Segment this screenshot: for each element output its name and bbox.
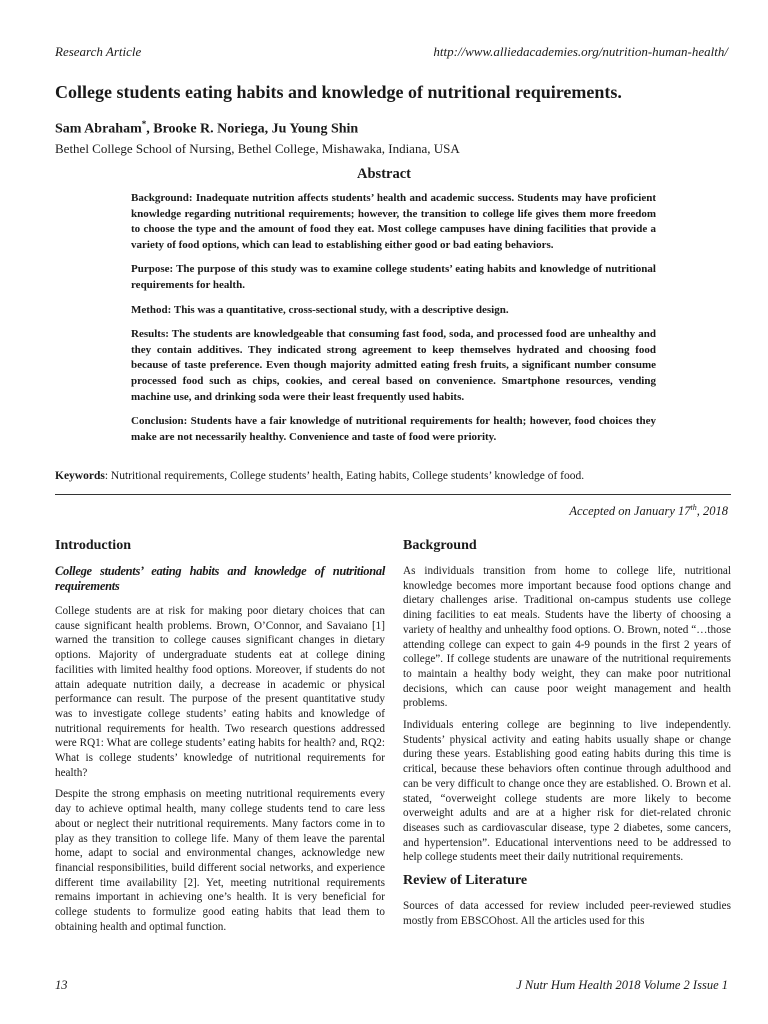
accepted-date-ordinal: th — [690, 503, 697, 512]
abstract-results: Results: The students are knowledgeable that consuming fast food, soda, and processed food are unhealthy and they contain additives. They indicated strong agreement to keep themselves hydrated and choosing food because of taste preference. Even though majority admitted eating fresh fruits, a significant number consume processed food such as chips, cookies, and cereal based on convenience. Smartphone resources, vending machine use, and drinking soda were their least frequently used habits. — [131, 328, 656, 403]
accepted-date-year: , 2018 — [696, 504, 728, 519]
introduction-subheading: College students’ eating habits and knowledge of nutritional requirements — [55, 564, 385, 593]
keywords-text: : Nutritional requirements, College students’ health, Eating habits, College students’ knowledge of food. — [104, 470, 585, 482]
page-number: 13 — [55, 978, 68, 992]
introduction-heading: Introduction — [55, 538, 131, 553]
background-heading: Background — [403, 538, 477, 553]
abstract-conclusion: Conclusion: Students have a fair knowledge of nutritional requirements for health; however, food choices they make are not necessarily healthy. Convenience and taste of food were priority. — [131, 415, 656, 443]
background-paragraph-1: As individuals transition from home to college life, nutritional knowledge becomes more important because food options change and dietary challenges arise. Traditional on-campus students use college dining facilities to eat meals. Students have the liberty of choosing a variety of healthy and unhealthy food options. O. Brown, noted “…those attending college can expect to gain 4-9 pounds in the first 2 years of college”. If college students are unaware of the nutritional requirements to maintain a healthy body weight, they can make poor nutritional decisions, which can cause poor weight management and health problems. — [403, 565, 731, 710]
accepted-date — [569, 503, 728, 519]
keywords-line — [55, 470, 728, 482]
abstract-heading: Abstract — [357, 166, 411, 182]
abstract-body — [131, 191, 656, 454]
background-paragraph-2: Individuals entering college are beginning to live independently. Students’ physical activity and eating habits usually shape or change during these years. Establishing good eating habits during this time is critical, because these behaviors often continue through adulthood and can be very difficult to change once they are established. O. Brown et al. stated, “overweight college students are more likely to become overweight adults and are at a higher risk for diet-related chronic diseases such as cardiovascular disease, type 2 diabetes, some cancers, and hypertension”. Educational interventions need to be addressed to help college students meet their daily nutritional requirements. — [403, 719, 731, 864]
abstract-background: Background: Inadequate nutrition affects students’ health and academic success. Students may have proficient knowledge regarding nutritional requirements; however, the transition to college life gives them more freedom to choose the type and the amount of food they eat. Most college campuses have dining facilities that provide a variety of food options, which can lead to establishing either good or bad eating behaviors. — [131, 192, 656, 251]
section-divider — [55, 494, 731, 495]
abstract-method: Method: This was a quantitative, cross-sectional study, with a descriptive design. — [131, 303, 509, 316]
accepted-date-text: Accepted on January 17 — [569, 504, 691, 519]
running-header — [55, 44, 728, 64]
abstract-purpose: Purpose: The purpose of this study was to examine college students’ eating habits and knowledge of nutritional requirements for health. — [131, 263, 656, 291]
page-footer — [55, 978, 728, 996]
journal-url[interactable]: http://www.alliedacademies.org/nutrition-human-health/ — [433, 44, 728, 59]
first-author: Sam Abraham — [55, 121, 142, 137]
corresponding-author-mark: * — [141, 119, 147, 129]
author-list — [55, 119, 358, 138]
article-title: College students eating habits and knowledge of nutritional requirements. — [55, 82, 622, 102]
journal-citation: J Nutr Hum Health 2018 Volume 2 Issue 1 — [516, 978, 728, 992]
review-paragraph-1: Sources of data accessed for review included peer-reviewed studies mostly from EBSCOhost. All the articles used for this — [403, 900, 731, 927]
left-column — [55, 537, 385, 941]
introduction-paragraph-2: Despite the strong emphasis on meeting nutritional requirements every day to achieve optimal health, many college students tend to care less about or neglect their nutritional requirements. Many factors come in to play as they transition to college life. Many of them leave the parental home, adapt to social and environmental changes, acknowledge new financial responsibilities, build different social networks, and experience different time availability [2]. Yet, meeting nutritional requirements remains important in achieving one’s health. It is very beneficial for college students to formulize good eating habits that lead them to obtaining health and optimal function. — [55, 788, 385, 933]
keywords-label: Keywords — [55, 470, 105, 482]
review-of-literature-heading: Review of Literature — [403, 873, 528, 889]
introduction-paragraph-1: College students are at risk for making poor dietary choices that can cause significant health problems. Brown, O’Connor, and Savaiano [1] warned the transition to college causes significant changes in dietary options. Majority of undergraduate students eat at college dining facilities with limited healthy food options. Moreover, if students do not attain adequate nutrition daily, a decrease in academic or physical performance can result. The purpose of the present quantitative study was to investigate college students’ eating habits and knowledge of nutritional requirements for health. Two research questions addressed were RQ1: What are college students’ eating habits for health? and, RQ2: What is college students’ knowledge of nutritional requirements for health? — [55, 605, 385, 779]
other-authors: , Brooke R. Noriega, Ju Young Shin — [146, 121, 359, 137]
author-affiliation: Bethel College School of Nursing, Bethel College, Mishawaka, Indiana, USA — [55, 141, 460, 156]
right-column — [403, 537, 731, 935]
article-type: Research Article — [55, 44, 142, 59]
